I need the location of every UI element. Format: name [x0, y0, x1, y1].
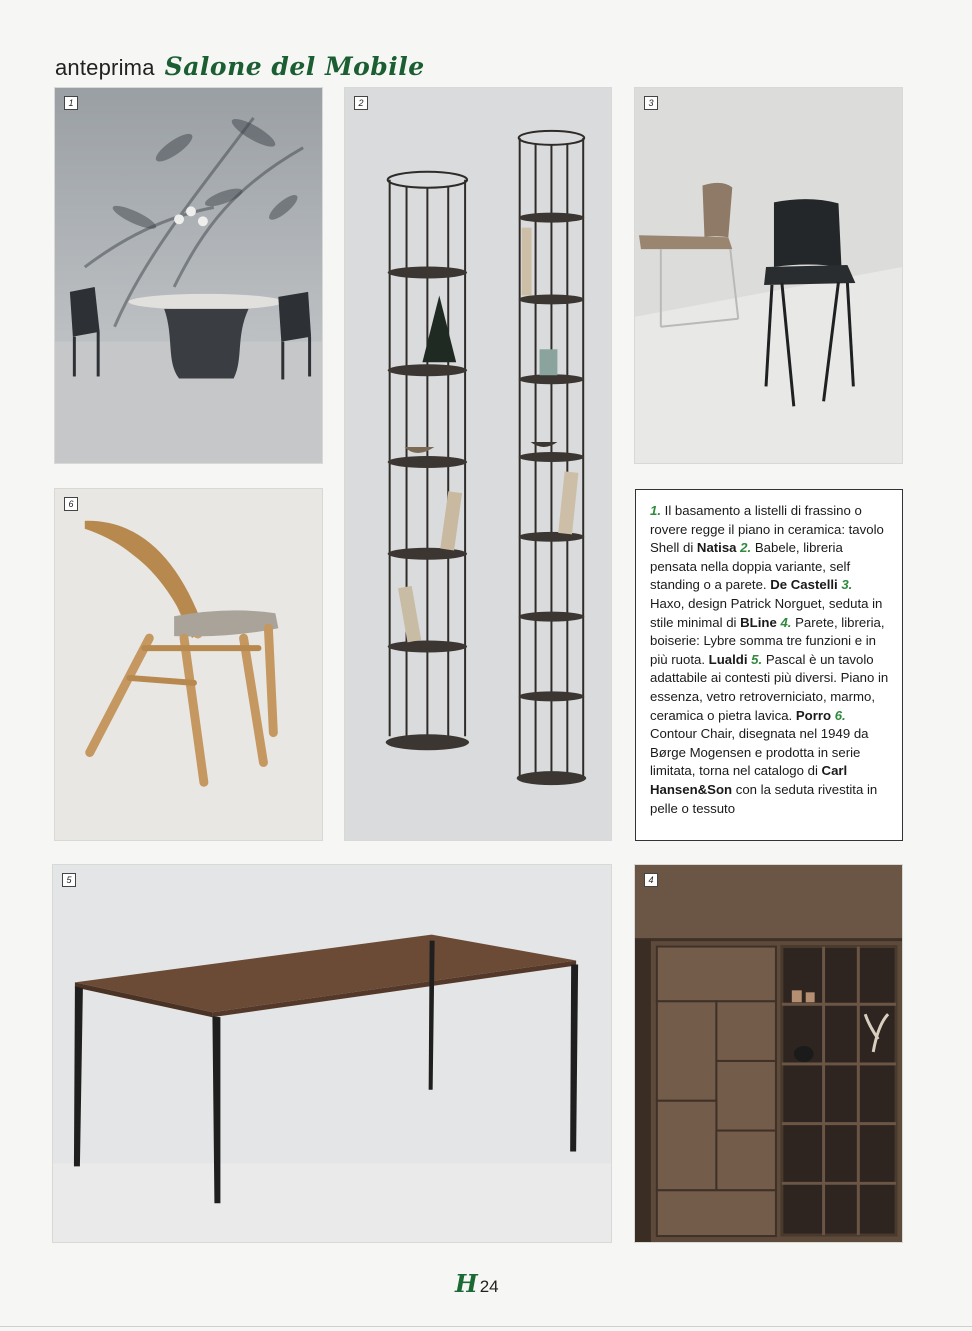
- caption-number: 1.: [650, 503, 661, 518]
- page-number: 24: [479, 1277, 499, 1296]
- caption-number: 4.: [776, 614, 792, 630]
- bottom-divider: [0, 1326, 972, 1327]
- photo-number: 1: [64, 96, 78, 110]
- caption-item-6: 6. Contour Chair, disegnata nel 1949 da Børge Mogensen e prodotta in serie limitata, torna nel catalogo di Carl Hansen&Son con la seduta rivestita in pelle o tessuto: [650, 707, 878, 816]
- photo-number: 2: [354, 96, 368, 110]
- caption-number: 3.: [837, 577, 853, 593]
- page-footer: [455, 1269, 499, 1298]
- wooden-lounge-chair-photo: [55, 489, 322, 840]
- caption-number: 5.: [747, 651, 763, 667]
- caption-number: 6.: [831, 707, 846, 723]
- photo-number: 3: [644, 96, 658, 110]
- chairs-photo: [635, 88, 902, 463]
- caption-item-1: 1. Il basamento a listelli di frassino o rovere regge il piano in ceramica: tavolo Shell di Natisa: [650, 503, 884, 556]
- caption-box: [635, 489, 903, 841]
- caption-brand: De Castelli: [770, 577, 838, 593]
- caption-brand: Natisa: [696, 540, 737, 556]
- caption-item-5: 5. Pascal è un tavolo adattabile ai contesti più diversi. Piano in essenza, vetro retroverniciato, marmo, ceramica o pietra lavica. Porro: [650, 651, 889, 723]
- caption-number: 2.: [736, 540, 752, 556]
- section-title: Salone del Mobile: [164, 52, 425, 81]
- caption-brand: Porro: [795, 707, 832, 723]
- caption-brand: BLine: [740, 614, 777, 630]
- page-header: [55, 52, 425, 92]
- magazine-logo: H: [455, 1269, 478, 1298]
- caption-item-2: 2. Babele, libreria pensata nella doppia variante, self standing o a parete. De Castelli: [650, 540, 851, 593]
- photo-3: [634, 87, 903, 464]
- photo-5: [52, 864, 612, 1243]
- caption-item-3: 3. Haxo, design Patrick Norguet, seduta in stile minimal di BLine: [650, 577, 883, 630]
- photo-1: [54, 87, 323, 464]
- photo-6: [54, 488, 323, 841]
- caption-brand: Carl Hansen&Son: [650, 763, 848, 797]
- caption-item-4: 4. Parete, libreria, boiserie: Lybre somma tre funzioni e in più ruota. Lualdi: [650, 614, 885, 667]
- bookcase-towers-photo: [345, 88, 611, 840]
- photo-number: 5: [62, 873, 76, 887]
- photo-4: [634, 864, 903, 1243]
- section-kicker: anteprima: [55, 55, 155, 80]
- caption-brand: Lualdi: [708, 651, 748, 667]
- photo-number: 6: [64, 497, 78, 511]
- wall-bookcase-photo: [635, 865, 902, 1242]
- photo-number: 4: [644, 873, 658, 887]
- round-table-photo: [55, 88, 322, 463]
- dining-table-photo: [53, 865, 611, 1242]
- photo-2: [344, 87, 612, 841]
